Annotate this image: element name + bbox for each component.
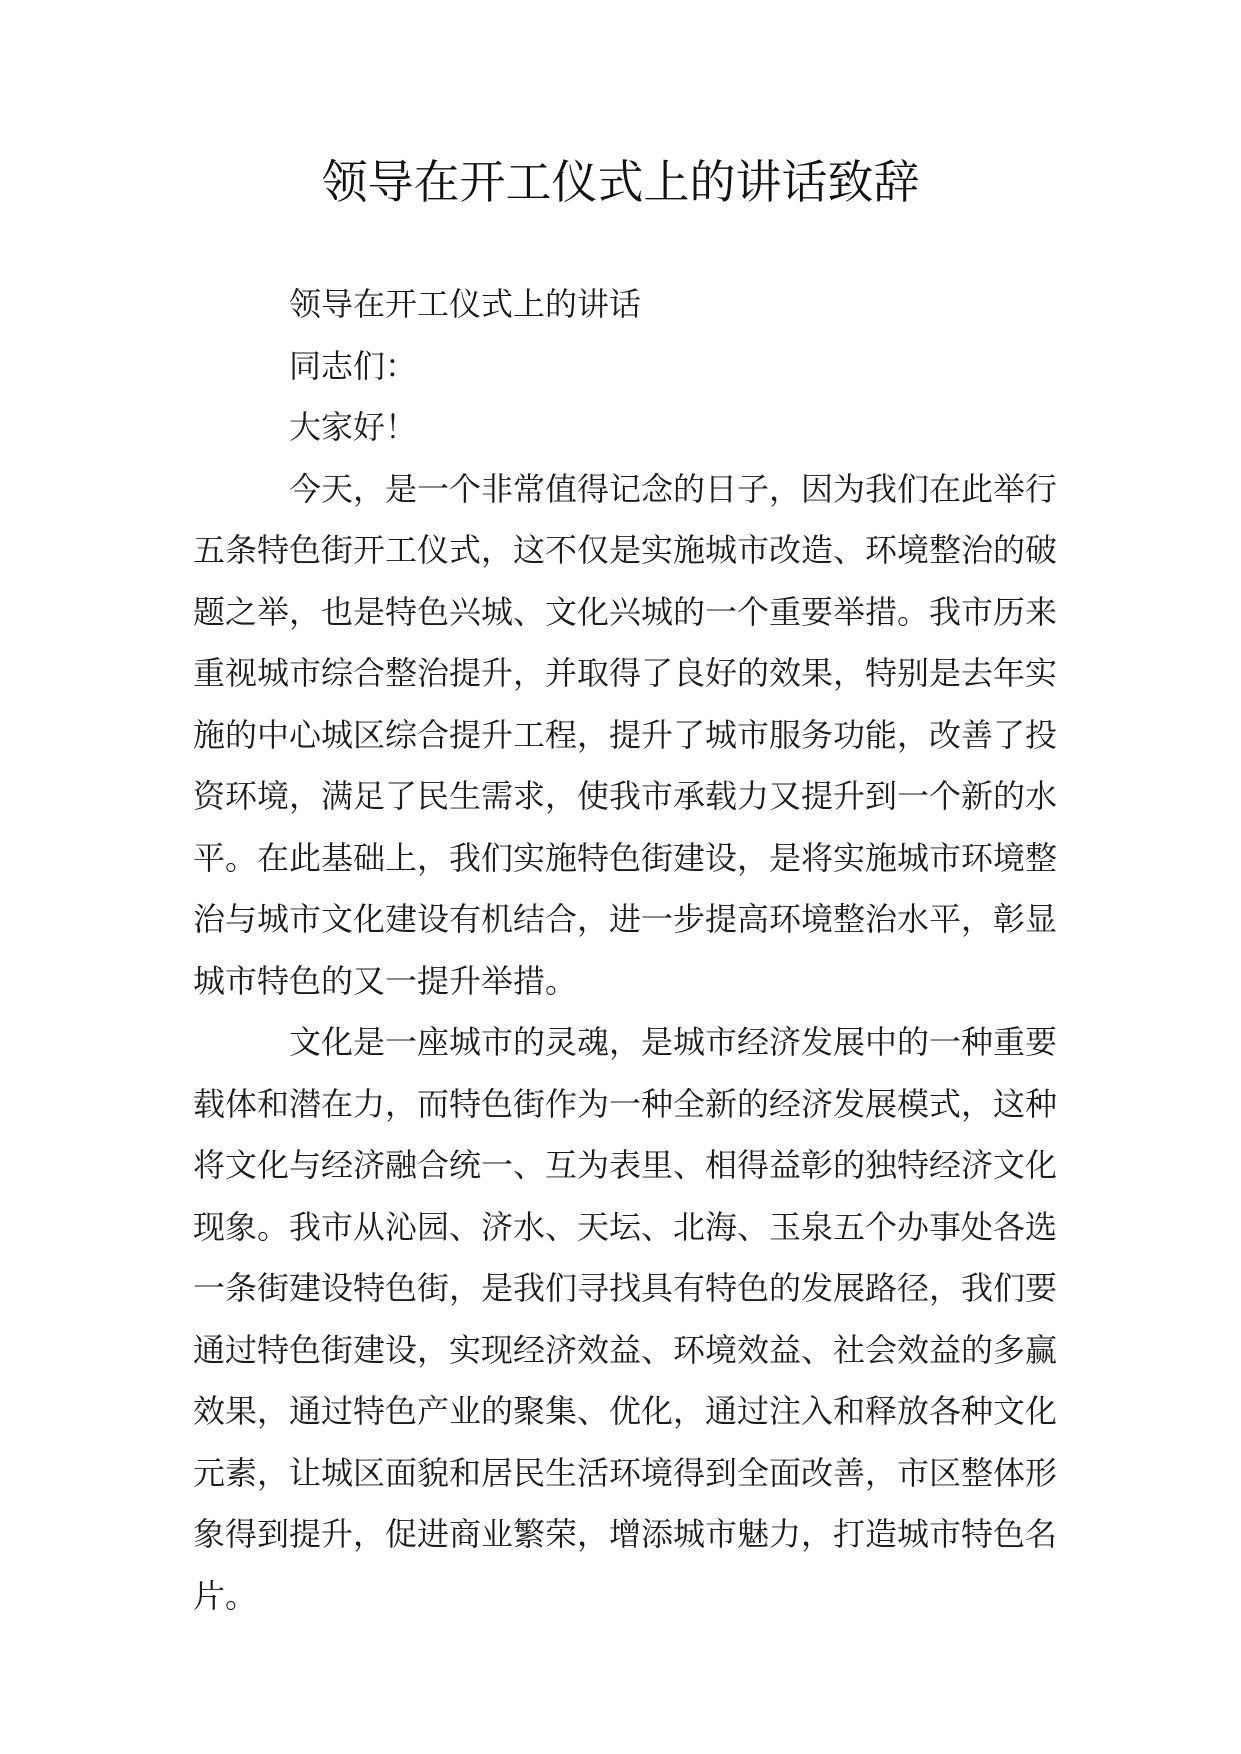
salutation-line: 同志们： (289, 346, 418, 385)
body-paragraph: 今天，是一个非常值得记念的日子，因为我们在此举行五条特色街开工仪式，这不仅是实施城市改造、环境整治的破题之举，也是特色兴城、文化兴城的一个重要举措。我市历来重视城市综合整治提升，并取得了良好的效果，特别是去年实施的中心城区综合提升工程，提升了城市服务功能，改善了投资环境，满足了民生需求，使我市承载力又提升到一个新的水平。在此基础上，我们实施特色街建设，是将实施城市环境整治与城市文化建设有机结合，进一步提高环境整治水平，彰显城市特色的又一提升举措。 (193, 469, 1058, 1000)
body-paragraph: 文化是一座城市的灵魂，是城市经济发展中的一种重要载体和潜在力，而特色街作为一种全新的经济发展模式，这种将文化与经济融合统一、互为表里、相得益彰的独特经济文化现象。我市从沁园、济水、天坛、北海、玉泉五个办事处各选一条街建设特色街，是我们寻找具有特色的发展路径，我们要通过特色街建设，实现经济效益、环境效益、社会效益的多赢效果，通过特色产业的聚集、优化，通过注入和释放各种文化元素，让城区面貌和居民生活环境得到全面改善，市区整体形象得到提升，促进商业繁荣，增添城市魅力，打造城市特色名片。 (193, 1023, 1058, 1615)
greeting-line: 大家好！ (289, 408, 418, 446)
document-title: 领导在开工仪式上的讲话致辞 (321, 155, 920, 209)
subtitle-line: 领导在开工仪式上的讲话 (289, 285, 642, 323)
document-body (193, 274, 1057, 1627)
